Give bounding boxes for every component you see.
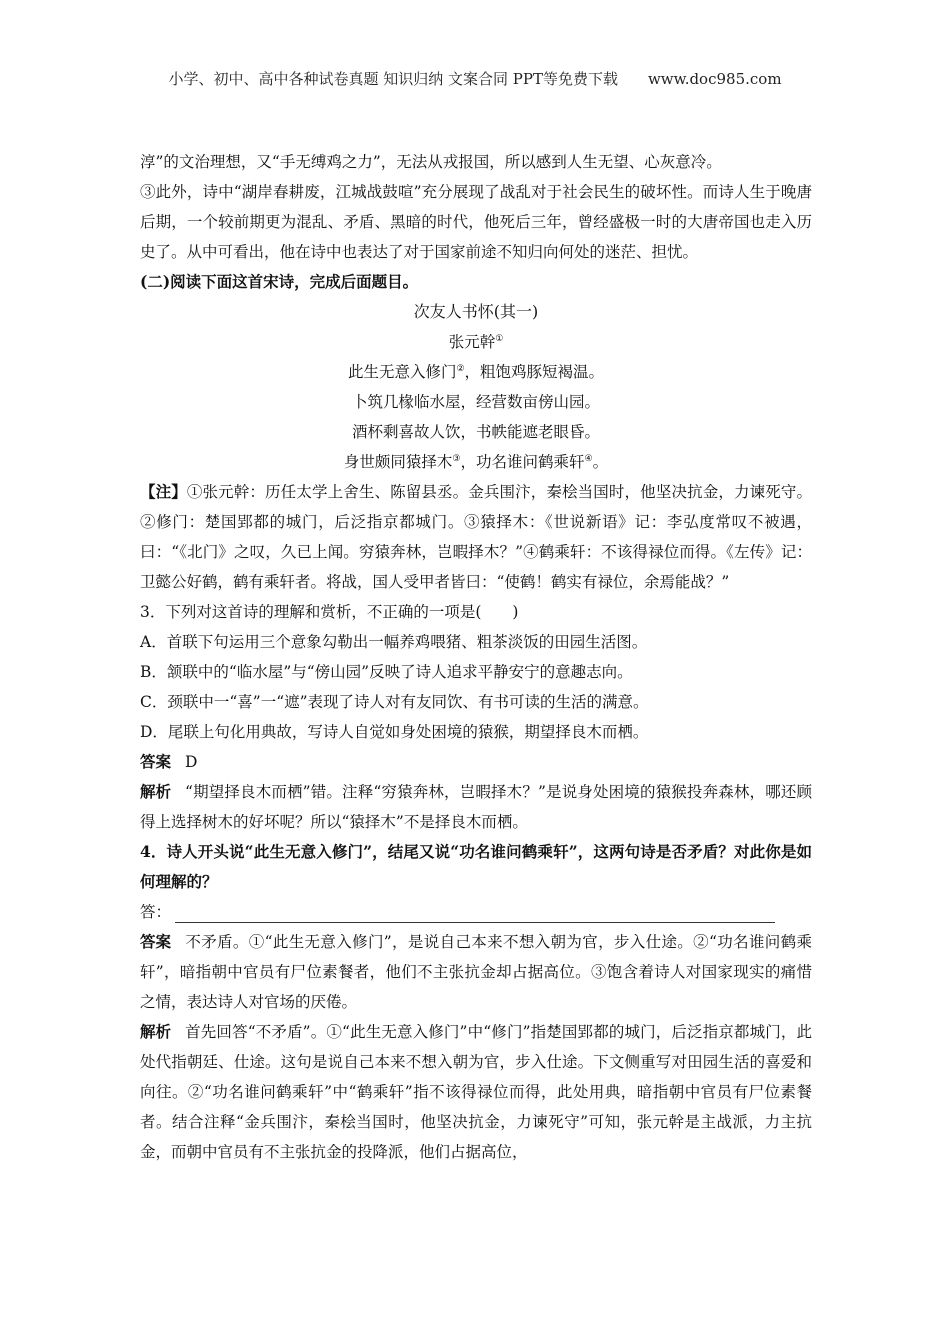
q3-stem: 3．下列对这首诗的理解和赏析，不正确的一项是( ) — [140, 603, 519, 621]
q4-answer — [140, 927, 812, 1017]
q4-analysis-label: 解析 — [140, 1022, 172, 1041]
page-header: 小学、初中、高中各种试卷真题 知识归纳 文案合同 PPT等免费下载 www.doc985.com — [168, 70, 782, 88]
poem-line-1 — [140, 357, 812, 387]
q3-analysis — [140, 777, 812, 837]
poem-author — [140, 327, 812, 357]
notes-label: 【注】 — [140, 482, 187, 501]
q4-reply-label: 答： — [140, 903, 172, 921]
poem-line-end: 。 — [592, 453, 609, 471]
section-heading: (二)阅读下面这首宋诗，完成后面题目。 — [140, 272, 419, 291]
q4-analysis — [140, 1017, 812, 1167]
answer-blank-line[interactable] — [175, 904, 775, 923]
document-body — [140, 147, 812, 1167]
q3-option-a: A．首联下句运用三个意象勾勒出一幅养鸡喂猪、粗茶淡饭的田园生活图。 — [140, 633, 648, 651]
poem-line-3: 酒杯剩喜故人饮，书帙能遮老眼昏。 — [351, 423, 600, 441]
poem-line-rest: ，功名谁问鹤乘轩 — [460, 453, 585, 471]
poem-author-note-ref: ① — [495, 333, 504, 344]
poem-author-name: 张元幹 — [448, 333, 496, 351]
q3-analysis-label: 解析 — [140, 782, 172, 801]
q3-answer-value: D — [185, 753, 198, 771]
q3-answer-label: 答案 — [140, 752, 172, 771]
q3-option-d: D．尾联上句化用典故，写诗人自觉如身处困境的猿猴，期望择良木而栖。 — [140, 723, 649, 741]
poem-note-ref: ④ — [584, 453, 593, 464]
poem-line-4 — [140, 447, 812, 477]
poem-line-2: 卜筑几椽临水屋，经营数亩傍山园。 — [351, 393, 600, 411]
notes-text: ①张元幹：历任太学上舍生、陈留县丞。金兵围汴，秦桧当国时，他坚决抗金，力谏死守。②修门：楚国郢都的城门，后泛指京都城门。③猿择木：《世说新语》记：李弘度常叹不被遇，曰：“《北门》之叹，久已上闻。穷猿奔林，岂暇择木？”④鹤乘轩：不该得禄位而得。《左传》记：卫懿公好鹤，鹤有乘轩者。将战，国人受甲者皆曰：“使鹤！鹤实有禄位，余焉能战？” — [140, 483, 812, 591]
q4-answer-text: 不矛盾。①“此生无意入修门”，是说自己本来不想入朝为官，步入仕途。②“功名谁问鹤乘轩”，暗指朝中官员有尸位素餐者，他们不主张抗金却占据高位。③饱含着诗人对国家现实的痛惜之情，表达诗人对官场的厌倦。 — [140, 933, 812, 1011]
poem-line-text: 此生无意入修门 — [347, 363, 457, 381]
notes — [140, 477, 812, 597]
q4-stem: 4．诗人开头说“此生无意入修门”，结尾又说“功名谁问鹤乘轩”，这两句诗是否矛盾？对此你是如何理解的？ — [140, 842, 812, 891]
poem-note-ref: ③ — [452, 453, 461, 464]
prev-analysis-line-1: 淳”的文治理想，又“手无缚鸡之力”，无法从戎报国，所以感到人生无望、心灰意冷。 — [140, 153, 722, 171]
q4-analysis-text: 首先回答“不矛盾”。①“此生无意入修门”中“修门”指楚国郢都的城门，后泛指京都城门，此处代指朝廷、仕途。这句是说自己本来不想入朝为官，步入仕途。下文侧重写对田园生活的喜爱和向往。②“功名谁问鹤乘轩”中“鹤乘轩”指不该得禄位而得，此处用典，暗指朝中官员有尸位素餐者。结合注释“金兵围汴，秦桧当国时，他坚决抗金，力谏死守”可知，张元幹是主战派，力主抗金，而朝中官员有不主张抗金的投降派，他们占据高位， — [140, 1023, 812, 1161]
q3-answer — [140, 747, 812, 777]
q3-option-c: C．颈联中一“喜”一“遮”表现了诗人对有友同饮、有书可读的生活的满意。 — [140, 693, 649, 711]
q3-option-b: B．颔联中的“临水屋”与“傍山园”反映了诗人追求平静安宁的意趣志向。 — [140, 663, 633, 681]
poem-line-rest: ，粗饱鸡豚短褐温。 — [464, 363, 605, 381]
prev-analysis-paragraph-2: ③此外，诗中“湖岸春耕废，江城战鼓喧”充分展现了战乱对于社会民生的破坏性。而诗人生于晚唐后期，一个较前期更为混乱、矛盾、黑暗的时代，他死后三年，曾经盛极一时的大唐帝国也走入历史了。从中可看出，他在诗中也表达了对于国家前途不知归向何处的迷茫、担忧。 — [140, 183, 812, 261]
poem-note-ref: ② — [456, 363, 465, 374]
q4-reply — [140, 897, 812, 927]
q4-answer-label: 答案 — [140, 932, 172, 951]
q3-analysis-text: “期望择良木而栖”错。注释“穷猿奔林，岂暇择木？”是说身处困境的猿猴投奔森林，哪还顾得上选择树木的好坏呢？所以“猿择木”不是择良木而栖。 — [140, 783, 812, 831]
poem-line-text: 身世颇同猿择木 — [343, 453, 453, 471]
poem-title: 次友人书怀(其一) — [413, 302, 539, 321]
